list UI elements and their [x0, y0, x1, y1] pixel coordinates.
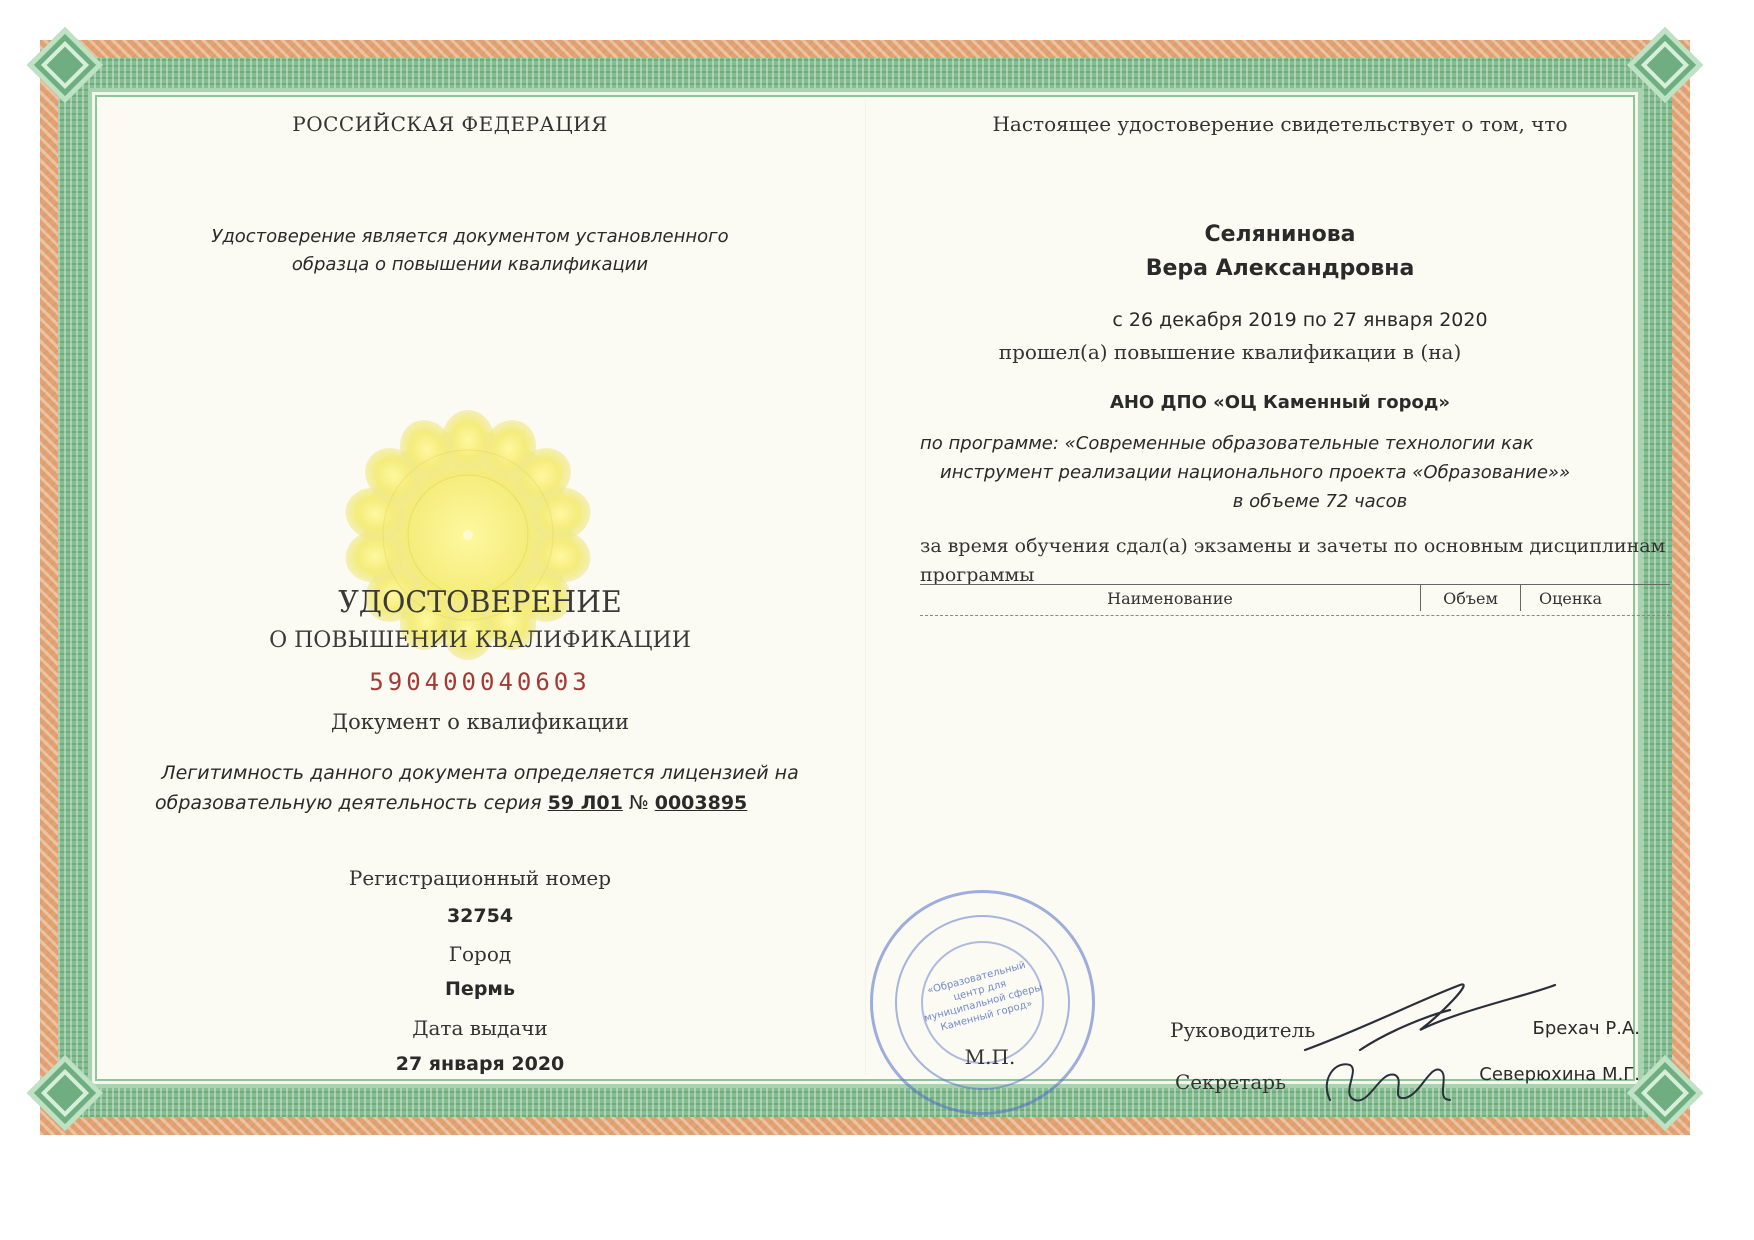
- statement-line-2: образца о повышении квалификации: [291, 254, 649, 275]
- legitimacy-prefix: образовательную деятельность серия: [155, 792, 542, 814]
- exams-line-2: программы: [920, 564, 1035, 586]
- secretary-name: Северюхина М.Г.: [1479, 1064, 1640, 1085]
- program-line-1: по программе: «Современные образовательные технологии как: [920, 433, 1534, 454]
- training-period: с 26 декабря 2019 по 27 января 2020: [1112, 309, 1488, 331]
- program-line-2: инструмент реализации национального проекта «Образование»»: [940, 462, 1571, 483]
- holder-given-names: Вера Александровна: [1145, 256, 1415, 281]
- document-type: Документ о квалификации: [331, 710, 629, 734]
- column-header-volume: Объем: [1420, 585, 1520, 611]
- certificate-number: 590400040603: [369, 668, 591, 696]
- city-value: Пермь: [445, 978, 515, 1000]
- seal-place-mark: М.П.: [964, 1045, 1016, 1069]
- center-fold: [865, 100, 866, 1075]
- certificate-title: УДОСТОВЕРЕНИЕ: [338, 585, 622, 620]
- country-heading: РОССИЙСКАЯ ФЕДЕРАЦИЯ: [292, 112, 608, 136]
- registration-label: Регистрационный номер: [348, 866, 612, 890]
- organization-name: АНО ДПО «ОЦ Каменный город»: [1109, 392, 1451, 413]
- registration-number: 32754: [446, 905, 514, 927]
- statement-line-1: Удостоверение является документом установленного: [211, 226, 729, 247]
- program-volume: в объеме 72 часов: [1232, 491, 1408, 512]
- city-label: Город: [448, 942, 512, 966]
- secretary-label: Секретарь: [1175, 1070, 1286, 1094]
- disciplines-table-header: [920, 584, 1670, 616]
- license-number: 0003895: [654, 792, 748, 814]
- passed-statement: прошел(а) повышение квалификации в (на): [998, 340, 1462, 364]
- issue-date-value: 27 января 2020: [395, 1053, 565, 1075]
- seal-center-text: «Образовательный центр для муниципальной сферы Каменный город»: [923, 959, 1044, 1034]
- head-name: Брехач Р.А.: [1532, 1018, 1640, 1039]
- legitimacy-line-1: Легитимность данного документа определяется лицензией на: [161, 762, 799, 784]
- column-header-name: Наименование: [1107, 589, 1233, 608]
- exams-line-1: за время обучения сдал(а) экзамены и зачеты по основным дисциплинам: [920, 535, 1666, 557]
- attestation-heading: Настоящее удостоверение свидетельствует о том, что: [992, 112, 1568, 136]
- license-number-sign: №: [628, 792, 649, 814]
- column-header-grade: Оценка: [1520, 585, 1620, 611]
- head-label: Руководитель: [1170, 1018, 1316, 1042]
- holder-surname: Селянинова: [1204, 222, 1356, 247]
- issue-date-label: Дата выдачи: [412, 1016, 548, 1040]
- certificate-subtitle: О ПОВЫШЕНИИ КВАЛИФИКАЦИИ: [269, 628, 691, 653]
- license-series: 59 Л01: [547, 792, 623, 814]
- legitimacy-line-2: [140, 792, 820, 814]
